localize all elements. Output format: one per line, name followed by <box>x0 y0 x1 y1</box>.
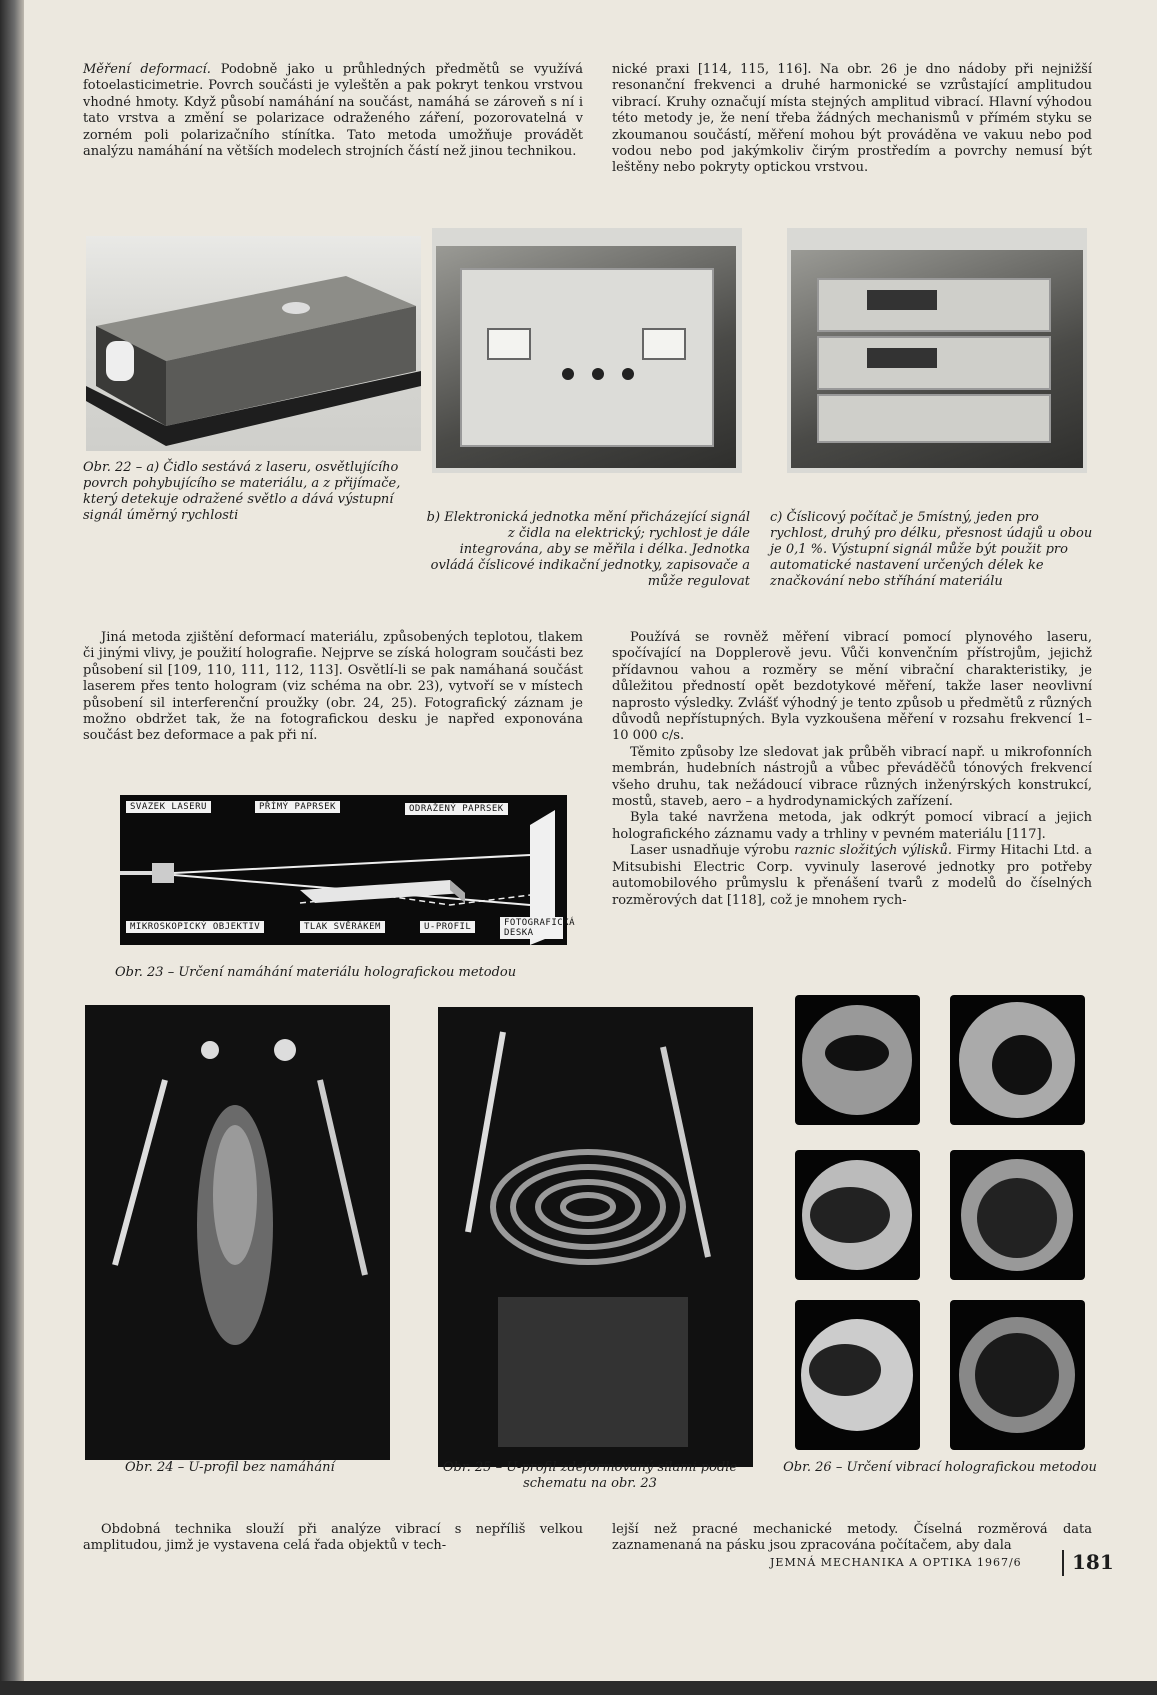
text-column-bottom-left <box>83 1522 583 1555</box>
hologram-unstressed <box>85 1005 390 1460</box>
text-column-top-left <box>83 62 583 160</box>
label-reflected-beam: ODRAŽENÝ PAPRSEK <box>405 803 508 815</box>
sensor-device-illustration <box>86 236 421 451</box>
paragraph-text: Podobně jako u průhledných předmětů se využívá fotoelasticimetrie. Povrch součásti je vyleštěn a pak pokryt tenkou vrstvou vhodné hmoty. Když působí namáhání na součást, namáhá se zároveň s ní i tato vrstva a změní se polarizace odraženého záření, pozorovatelná v zorném poli polarizačního stínítka. Tato metoda umožňuje provádět analýzu namáhání na větších modelech strojních částí než jinou technikou. <box>83 62 583 160</box>
paragraph-text: Firmy Hitachi Ltd. a Mitsubishi Electric Corp. vyvinuly laserové jednotky pro potřeby automobilového průmyslu k přenášení tvarů z modelů do číselných rozměrových dat [118], což je mnohem rych- <box>612 843 1092 908</box>
paragraph-emphasis: raznic složitých výlisků. <box>794 843 953 859</box>
caption-text: Obr. 23 – Určení namáhání materiálu holografickou metodou <box>115 965 517 980</box>
caption-text: Obr. 26 – Určení vibrací holografickou metodou <box>783 1460 1097 1475</box>
hologram-tile <box>795 995 920 1125</box>
paragraph: Používá se rovněž měření vibrací pomocí plynového laseru, spočívající na Dopplerově jevu. Vůči konvenčním přístrojům, jejichž přídavnou vahou a rozměry se mění vibrační charakteristiky, je důležitou předností opět bezdotykové měření, takže laser neovlivní naprosto výsledky. Zvlášť výhodný je tento způsob u předmětů z různých důvodů nepřístupných. Byla vyzkoušena měření v rozsahu frekvencí 1–10 000 c/s. <box>612 630 1092 744</box>
text-column-middle-right <box>612 630 1092 909</box>
text-column-middle-left <box>83 630 583 745</box>
caption-text: Obr. 22 – a) Čidlo sestává z laseru, osvětlujícího povrch pohybujícího se materiálu, a z přijímače, který detekuje odražené světlo a dává výstupní signál úměrný rychlosti <box>83 460 401 523</box>
page-number: 181 <box>1072 1550 1114 1574</box>
footer-divider <box>1062 1550 1064 1576</box>
caption-figure-25 <box>425 1460 755 1492</box>
hologram-tile <box>795 1300 920 1450</box>
figure-25-deformed-profile-photo <box>438 1007 753 1467</box>
figure-22c-counter-photo <box>787 228 1087 473</box>
unit-knob <box>562 368 574 380</box>
caption-figure-26 <box>775 1460 1105 1476</box>
paragraph <box>612 843 1092 909</box>
hologram-tile <box>950 995 1085 1125</box>
caption-text: b) Elektronická jednotka mění přicházející signál z čidla na elektrický; rychlost je dále integrována, aby se měřila i délka. Jednotka ovládá číslicové indikační jednotky, zapisovače a může regulovat <box>426 510 750 589</box>
label-microscope-objective: MIKROSKOPICKÝ OBJEKTIV <box>126 921 264 933</box>
caption-figure-23 <box>115 965 585 981</box>
text-column-bottom-right <box>612 1522 1092 1555</box>
label-direct-beam: PŘÍMÝ PAPRSEK <box>255 801 340 813</box>
figure-26-vibration-holograms <box>795 995 1105 1460</box>
hologram-deformed <box>438 1007 753 1467</box>
hologram-tile <box>950 1150 1085 1280</box>
label-u-profile: U-PROFIL <box>420 921 475 933</box>
figure-22b-electronic-unit-photo <box>432 228 742 473</box>
paragraph: nické praxi [114, 115, 116]. Na obr. 26 je dno nádoby při nejnižší resonanční frekvenci a druhé harmonické se vzrůstající amplitudou vibrací. Kruhy označují místa stejných amplitud vibrací. Hlavní výhodou této metody je, že není třeba žádných mechanismů v přímém styku se zkoumanou součástí, měření mohou být prováděna ve vakuu nebo pod vodou nebo pod jakýmkoliv čirým prostředím a povrchy nemusí být leštěny nebo pokryty optickou vrstvou. <box>612 62 1092 176</box>
paragraph <box>83 62 583 160</box>
paragraph: lejší než pracné mechanické metody. Číselná rozměrová data zaznamenaná na pásku jsou zpracována počítačem, aby dala <box>612 1522 1092 1554</box>
paragraph-text: Laser usnadňuje výrobu <box>630 843 795 859</box>
unit-knob <box>592 368 604 380</box>
book-spine-shadow <box>0 0 24 1695</box>
caption-figure-24 <box>125 1460 405 1476</box>
caption-figure-22a <box>83 460 403 524</box>
hologram-tile <box>950 1300 1085 1450</box>
digit-display <box>867 290 937 310</box>
paragraph: Obdobná technika slouží při analýze vibrací s nepříliš velkou amplitudou, jimž je vystavena celá řada objektů v tech- <box>83 1522 583 1554</box>
caption-text: Obr. 25 – U-profil zdeformovaný silami podle schematu na obr. 23 <box>442 1460 738 1491</box>
caption-text: c) Číslicový počítač je 5místný, jeden pro rychlost, druhý pro délku, přesnost údajů u obou je 0,1 %. Výstupní signál může být použit pro automatické nastavení určených délek ke značkování nebo stříhání materiálu <box>770 510 1093 589</box>
paragraph-lead: Měření deformací. <box>83 62 211 77</box>
meter-dial <box>487 328 531 360</box>
text-column-top-right <box>612 62 1092 177</box>
page-bottom-edge <box>0 1681 1157 1695</box>
paragraph: Jiná metoda zjištění deformací materiálu, způsobených teplotou, tlakem či jinými vlivy, je použití holografie. Nejprve se získá hologram součásti bez působení sil [109, 110, 111, 112, 113]. Osvětlí-li se pak namáhaná součást laserem přes tento hologram (viz schéma na obr. 23), vytvoří se v místech působení sil interferenční proužky (obr. 24, 25). Fotografický záznam je možno obdržet tak, že na fotografickou desku je napřed exponována součást bez deformace a pak při ní. <box>83 630 583 744</box>
caption-figure-22b <box>422 510 750 590</box>
label-laser-beam: SVAZEK LASERU <box>126 801 211 813</box>
label-photographic-plate: FOTOGRAFICKÁ DESKA <box>500 917 563 939</box>
unit-knob <box>622 368 634 380</box>
label-vise-pressure: TLAK SVĚRÁKEM <box>300 921 385 933</box>
hologram-tile <box>795 1150 920 1280</box>
counter-panel-base <box>817 394 1051 443</box>
digit-display <box>867 348 937 368</box>
figure-23-holography-diagram <box>120 795 576 945</box>
paragraph: Byla také navržena metoda, jak odkrýt pomocí vibrací a jejich holografického záznamu vady a trhliny v pevném materiálu [117]. <box>612 810 1092 842</box>
meter-dial <box>642 328 686 360</box>
paragraph: Těmito způsoby lze sledovat jak průběh vibrací např. u mikrofonních membrán, hudebních nástrojů a vůbec převáděčů tónových frekvencí všeho druhu, tak nežádoucí vibrace různých inženýrských konstrukcí, mostů, staveb, aero – a hydrodynamických zařízení. <box>612 744 1092 810</box>
caption-text: Obr. 24 – U-profil bez namáhání <box>125 1460 335 1475</box>
running-footer-journal: JEMNÁ MECHANIKA A OPTIKA 1967/6 <box>770 1556 1022 1569</box>
caption-figure-22c <box>770 510 1098 590</box>
figure-24-unstressed-profile-photo <box>85 1005 390 1460</box>
figure-22a-sensor-photo <box>86 236 421 451</box>
